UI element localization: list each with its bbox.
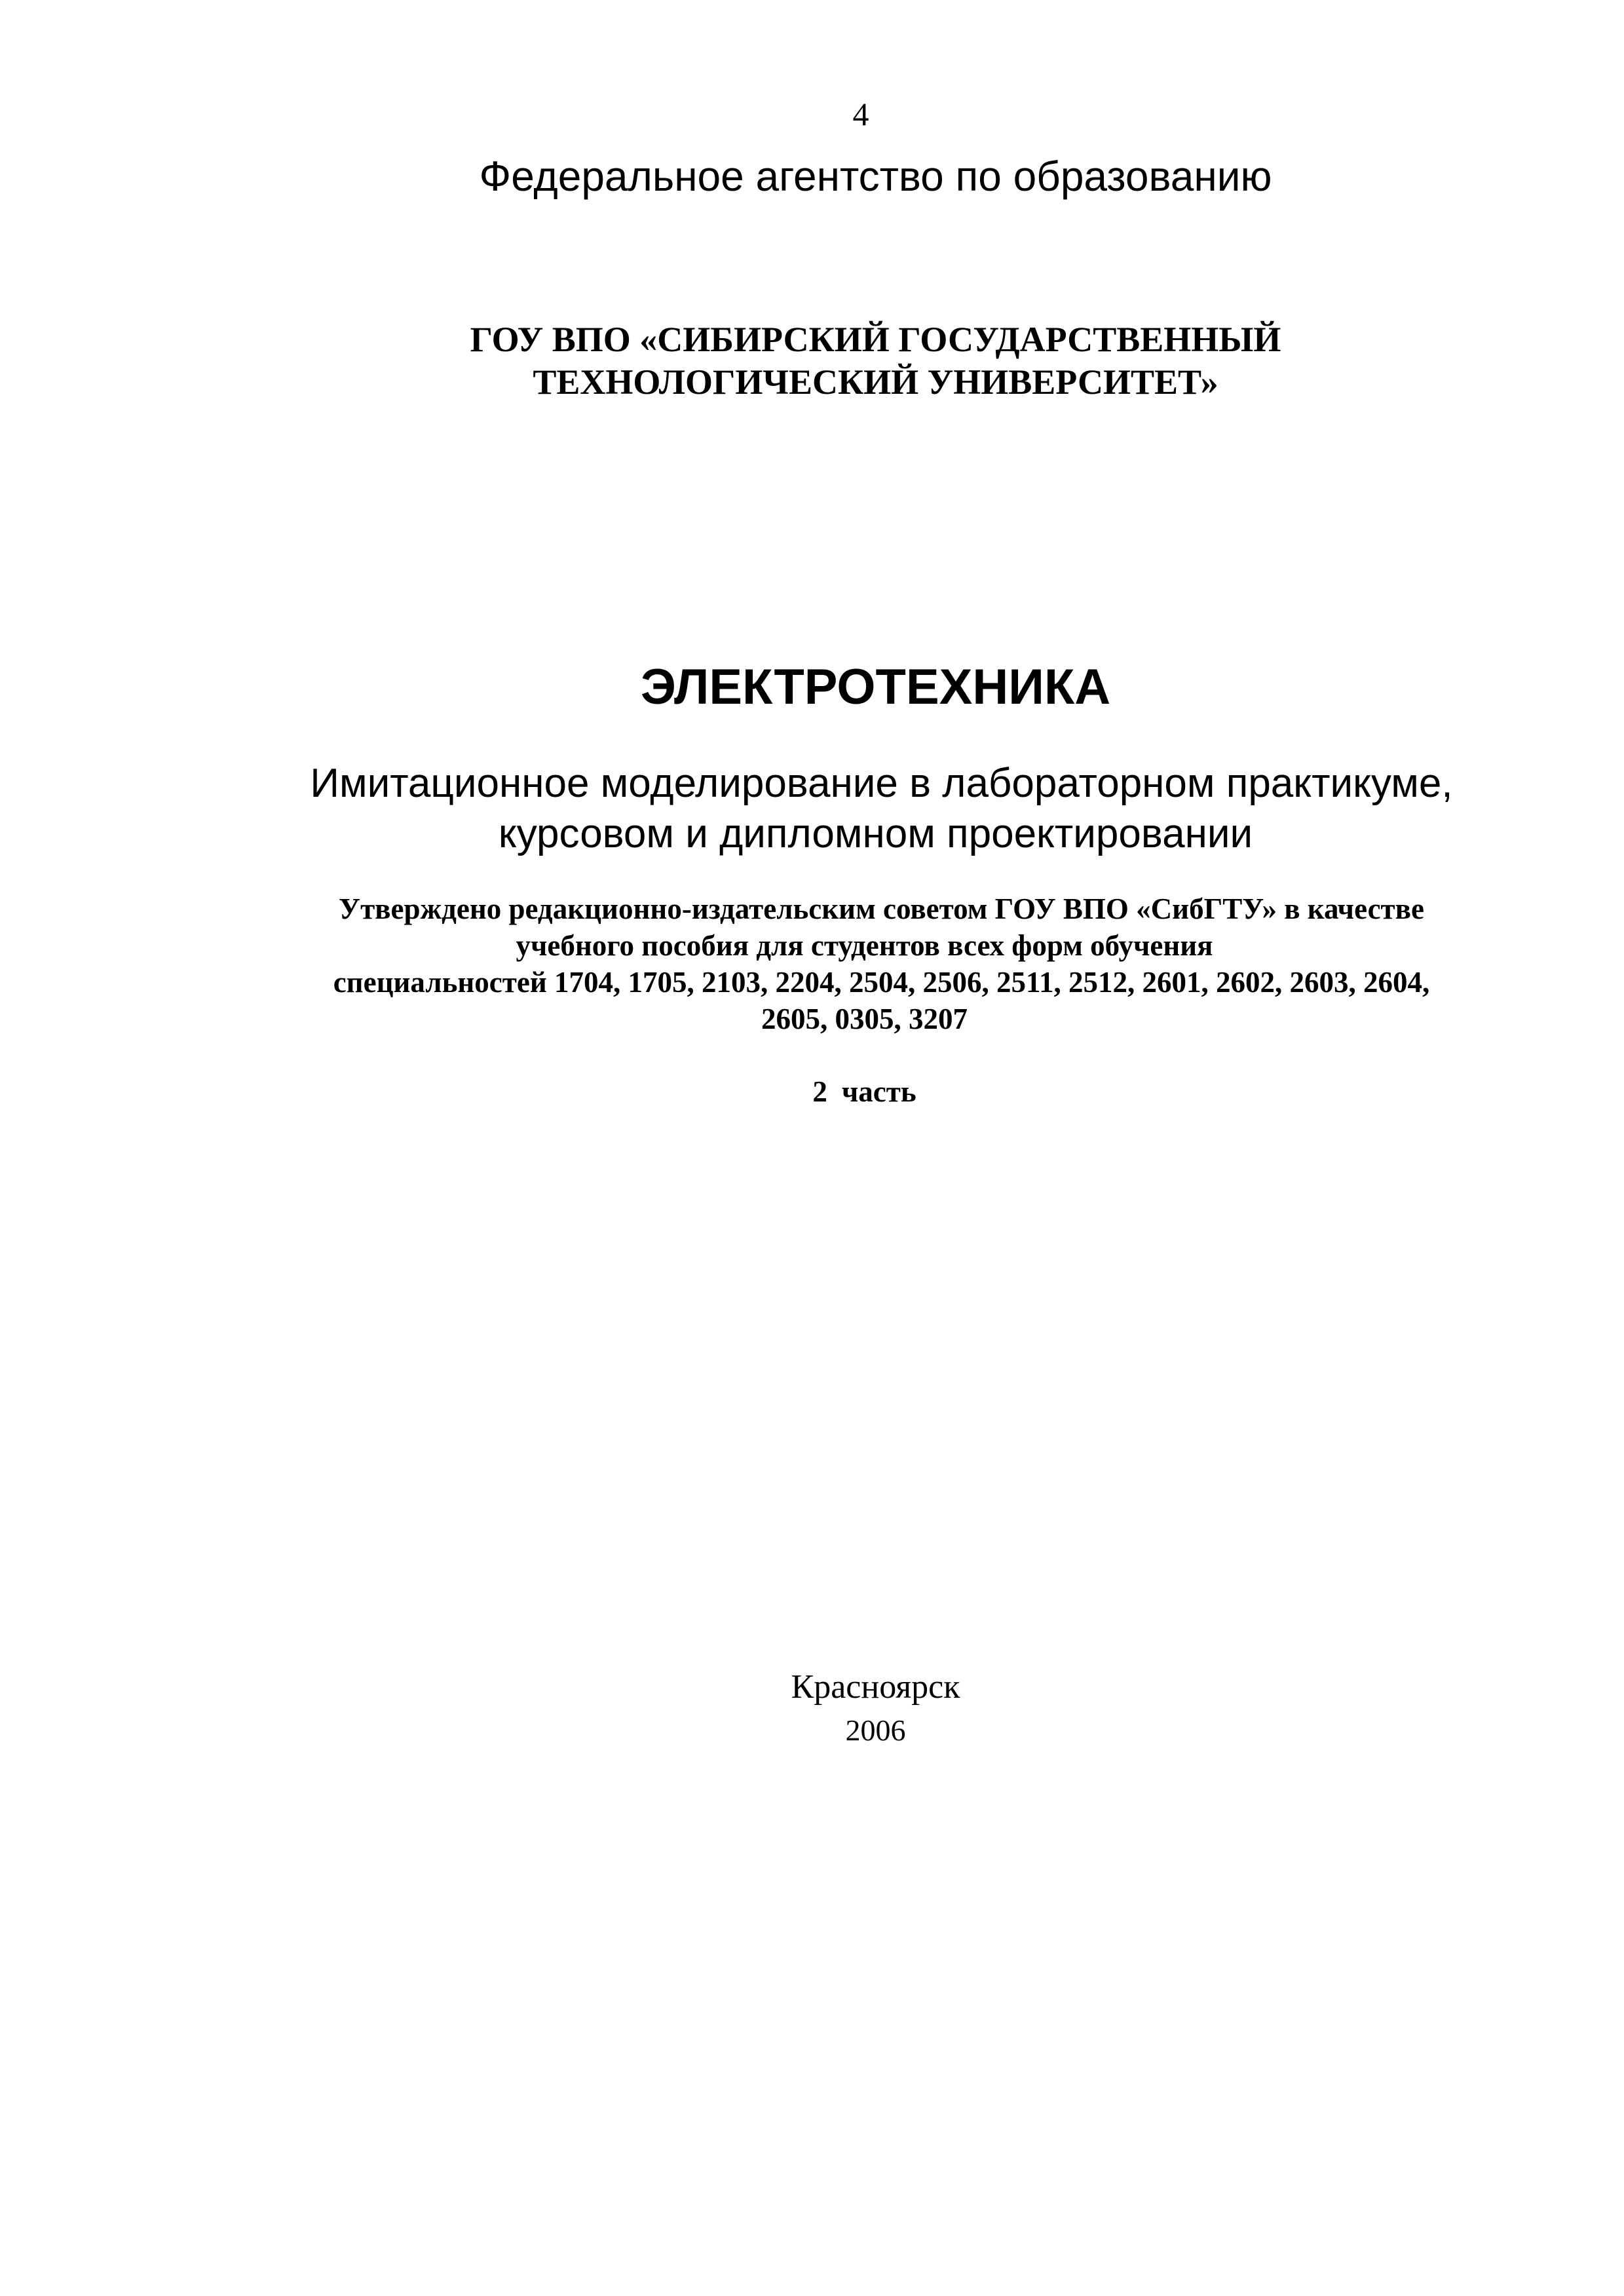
university-name-line-1: ГОУ ВПО «СИБИРСКИЙ ГОСУДАРСТВЕННЫЙ — [470, 320, 1281, 359]
subtitle-line-1: Имитационное моделирование в лабораторном практикуме, — [310, 761, 1453, 806]
subtitle-line-2: курсовом и дипломном проектировании — [498, 811, 1253, 856]
approval-line-1: Утверждено редакционно-издательским советом ГОУ ВПО «СибГТУ» в качестве — [339, 892, 1424, 925]
part-word: часть — [841, 1075, 916, 1108]
agency-name: Федеральное агентство по образованию — [479, 153, 1272, 200]
page-number: 4 — [852, 96, 869, 132]
approval-line-2: учебного пособия для студентов всех форм обучения — [516, 929, 1213, 962]
approval-line-3: специальностей 1704, 1705, 2103, 2204, 2504, 2506, 2511, 2512, 2601, 2602, 2603, 2604, — [333, 966, 1430, 999]
document-title: ЭЛЕКТРОТЕХНИКА — [640, 659, 1111, 715]
publication-year: 2006 — [845, 1713, 906, 1747]
publication-city: Красноярск — [791, 1668, 960, 1706]
university-name-line-2: ТЕХНОЛОГИЧЕСКИЙ УНИВЕРСИТЕТ» — [533, 362, 1218, 402]
part-label — [52, 1075, 1624, 1109]
part-number: 2 — [812, 1075, 827, 1108]
approval-line-4: 2605, 0305, 3207 — [761, 1003, 968, 1035]
